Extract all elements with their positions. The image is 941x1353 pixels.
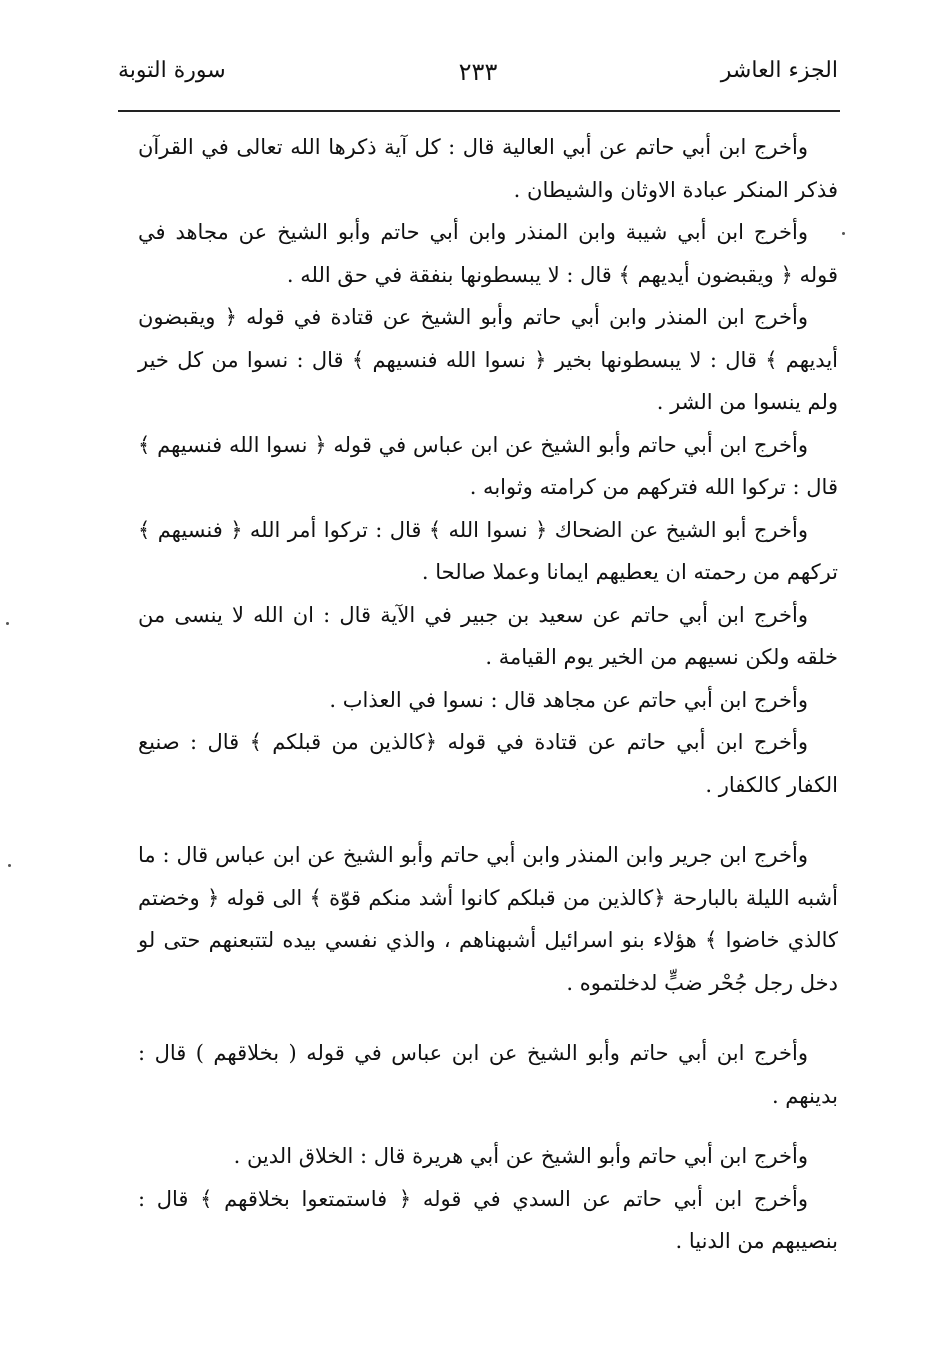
paragraph: وأخرج ابن أبي حاتم وأبو الشيخ عن ابن عباس في قوله ﴿ نسوا الله فنسيهم ﴾ قال : تركوا الله فتركهم من كرامته وثوابه .	[138, 432, 838, 499]
header-divider	[118, 110, 840, 112]
surah-title: سورة التوبة	[118, 58, 226, 83]
page-number: ٢٣٣	[458, 58, 498, 86]
page-body	[138, 126, 838, 1263]
paragraph: وأخرج ابن أبي حاتم عن أبي العالية قال : كل آية ذكرها الله تعالى في القرآن فذكر المنكر عبادة الاوثان والشيطان .	[138, 135, 838, 202]
paragraph: وأخرج ابن أبي حاتم عن قتادة في قوله ﴿كالذين من قبلكم ﴾ قال : صنيع الكفار كالكفار .	[138, 730, 838, 797]
scan-speck	[842, 232, 845, 235]
scan-speck	[6, 622, 9, 625]
paragraph: وأخرج ابن أبي حاتم وأبو الشيخ عن ابن عباس في قوله ( بخلاقهم ) قال : بدينهم .	[138, 1041, 838, 1108]
scan-speck	[8, 864, 11, 867]
paragraph: وأخرج ابن المنذر وابن أبي حاتم وأبو الشيخ عن قتادة في قوله ﴿ ويقبضون أيديهم ﴾ قال : لا يبسطونها بخير ﴿ نسوا الله فنسيهم ﴾ قال : نسوا من كل خير ولم ينسوا من الشر .	[138, 305, 838, 414]
paragraph: وأخرج ابن أبي حاتم وأبو الشيخ عن أبي هريرة قال : الخلاق الدين .	[233, 1144, 808, 1168]
paragraph: وأخرج ابن جرير وابن المنذر وابن أبي حاتم وأبو الشيخ عن ابن عباس قال : ما أشبه الليلة بالبارحة ﴿كالذين من قبلكم كانوا أشد منكم قوّة ﴾ الى قوله ﴿ وخضتم كالذي خاضوا ﴾ هؤلاء بنو اسرائيل أشبهناهم ، والذي نفسي بيده لتتبعنهم حتى لو دخل رجل جُحْر ضبٍّ لدخلتموه .	[138, 843, 838, 995]
paragraph: وأخرج ابن أبي حاتم عن السدي في قوله ﴿ فاستمتعوا بخلاقهم ﴾ قال : بنصيبهم من الدنيا .	[138, 1186, 838, 1253]
page-header	[118, 52, 838, 96]
paragraph: وأخرج ابن أبي شيبة وابن المنذر وابن أبي حاتم وأبو الشيخ عن مجاهد في قوله ﴿ ويقبضون أيديهم ﴾ قال : لا يبسطونها بنفقة في حق الله .	[138, 220, 838, 287]
part-title: الجزء العاشر	[720, 58, 838, 83]
paragraph: وأخرج ابن أبي حاتم عن مجاهد قال : نسوا في العذاب .	[329, 687, 808, 712]
paragraph: وأخرج ابن أبي حاتم عن سعيد بن جبير في الآية قال : ان الله لا ينسى من خلقه ولكن نسيهم من الخير يوم القيامة .	[138, 602, 838, 669]
paragraph: وأخرج أبو الشيخ عن الضحاك ﴿ نسوا الله ﴾ قال : تركوا أمر الله ﴿ فنسيهم ﴾ تركهم من رحمته ان يعطيهم ايمانا وعملا صالحا .	[138, 517, 838, 584]
